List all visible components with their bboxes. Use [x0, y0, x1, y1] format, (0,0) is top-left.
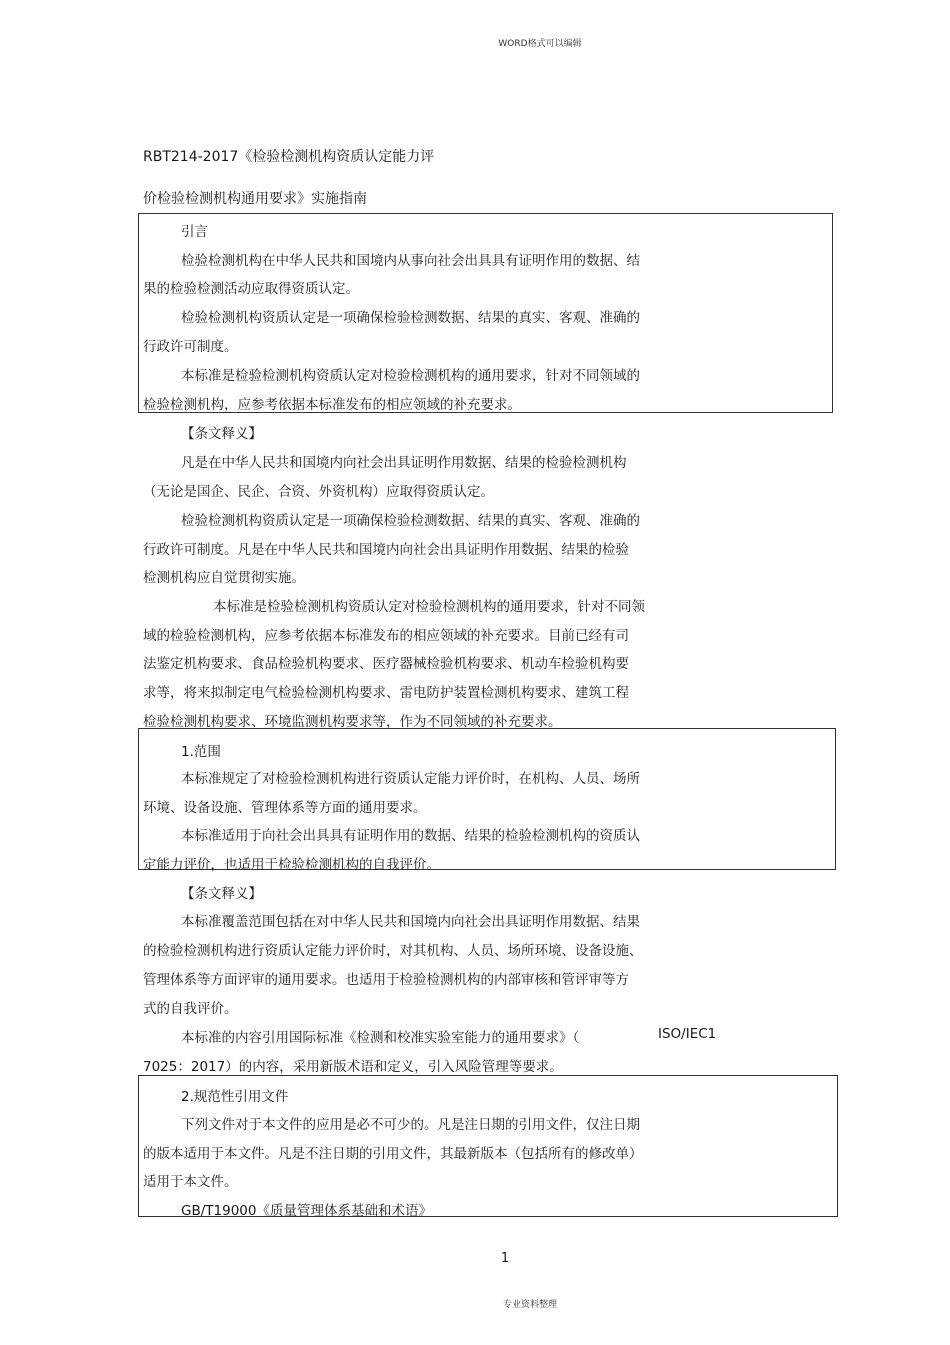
scope-line: 环境、设备设施、管理体系等方面的通用要求。	[143, 800, 427, 816]
scope-line: 本标准规定了对检验检测机构进行资质认定能力评价时，在机构、人员、场所	[181, 771, 640, 787]
intro-line: 检验检测机构，应参考依据本标准发布的相应领域的补充要求。	[143, 397, 521, 413]
document-title-line-2: 价检验检测机构通用要求》实施指南	[143, 191, 367, 207]
explain-line: 本标准覆盖范围包括在对中华人民共和国境内向社会出具证明作用数据、结果	[181, 914, 640, 930]
explain-line: （无论是国企、民企、合资、外资机构）应取得资质认定。	[143, 484, 494, 500]
explain-heading: 【条文释义】	[181, 886, 262, 902]
explain-line: 式的自我评价。	[143, 1001, 238, 1017]
explain-line: 凡是在中华人民共和国境内向社会出具证明作用数据、结果的检验检测机构	[181, 455, 627, 471]
explain-line: 的检验检测机构进行资质认定能力评价时，对其机构、人员、场所环境、设备设施、	[143, 943, 643, 959]
explain-line: 管理体系等方面评审的通用要求。也适用于检验检测机构的内部审核和管评审等方	[143, 972, 629, 988]
intro-line: 检验检测机构资质认定是一项确保检验检测数据、结果的真实、客观、准确的	[181, 310, 640, 326]
document-title-line-1: RBT214-2017《检验检测机构资质认定能力评	[143, 149, 435, 165]
intro-line: 检验检测机构在中华人民共和国境内从事向社会出具具有证明作用的数据、结	[181, 253, 640, 269]
explain-line-standard-code: ISO/IEC1	[658, 1026, 717, 1042]
explain-line: 法鉴定机构要求、食品检验机构要求、医疗器械检验机构要求、机动车检验机构要	[143, 656, 629, 672]
explain-line: 7025：2017）的内容，采用新版术语和定义，引入风险管理等要求。	[143, 1059, 563, 1075]
explain-line: 求等，将来拟制定电气检验检测机构要求、雷电防护装置检测机构要求、建筑工程	[143, 685, 629, 701]
scope-line: 本标准适用于向社会出具具有证明作用的数据、结果的检验检测机构的资质认	[181, 828, 640, 844]
explain-heading: 【条文释义】	[181, 426, 262, 442]
references-line: 的版本适用于本文件。凡是不注日期的引用文件，其最新版本（包括所有的修改单）	[143, 1146, 643, 1162]
references-line: 适用于本文件。	[143, 1174, 238, 1190]
scope-line: 定能力评价，也适用于检验检测机构的自我评价。	[143, 857, 440, 873]
intro-line: 本标准是检验检测机构资质认定对检验检测机构的通用要求，针对不同领域的	[181, 368, 640, 384]
references-line: 下列文件对于本文件的应用是必不可少的。凡是注日期的引用文件，仅注日期	[181, 1117, 640, 1133]
intro-line: 果的检验检测活动应取得资质认定。	[143, 281, 359, 297]
explain-line: 本标准的内容引用国际标准《检测和校准实验室能力的通用要求》（	[181, 1030, 580, 1046]
intro-heading: 引言	[181, 224, 208, 240]
page-header: WORD格式可以编辑	[498, 39, 582, 49]
references-line: GB/T19000《质量管理体系基础和术语》	[181, 1203, 432, 1219]
explain-line: 检测机构应自觉贯彻实施。	[143, 570, 305, 586]
page-number: 1	[500, 1251, 510, 1266]
explain-line: 行政许可制度。凡是在中华人民共和国境内向社会出具证明作用数据、结果的检验	[143, 542, 629, 558]
page-footer: 专业资料整理	[502, 1300, 557, 1310]
explain-line: 本标准是检验检测机构资质认定对检验检测机构的通用要求，针对不同领	[213, 599, 645, 615]
scope-heading: 1.范围	[181, 744, 221, 760]
references-heading: 2.规范性引用文件	[181, 1089, 289, 1105]
intro-line: 行政许可制度。	[143, 339, 238, 355]
explain-line: 检验检测机构要求、环境监测机构要求等，作为不同领域的补充要求。	[143, 714, 562, 730]
explain-line: 检验检测机构资质认定是一项确保检验检测数据、结果的真实、客观、准确的	[181, 513, 640, 529]
explain-line: 域的检验检测机构，应参考依据本标准发布的相应领域的补充要求。目前已经有司	[143, 628, 629, 644]
